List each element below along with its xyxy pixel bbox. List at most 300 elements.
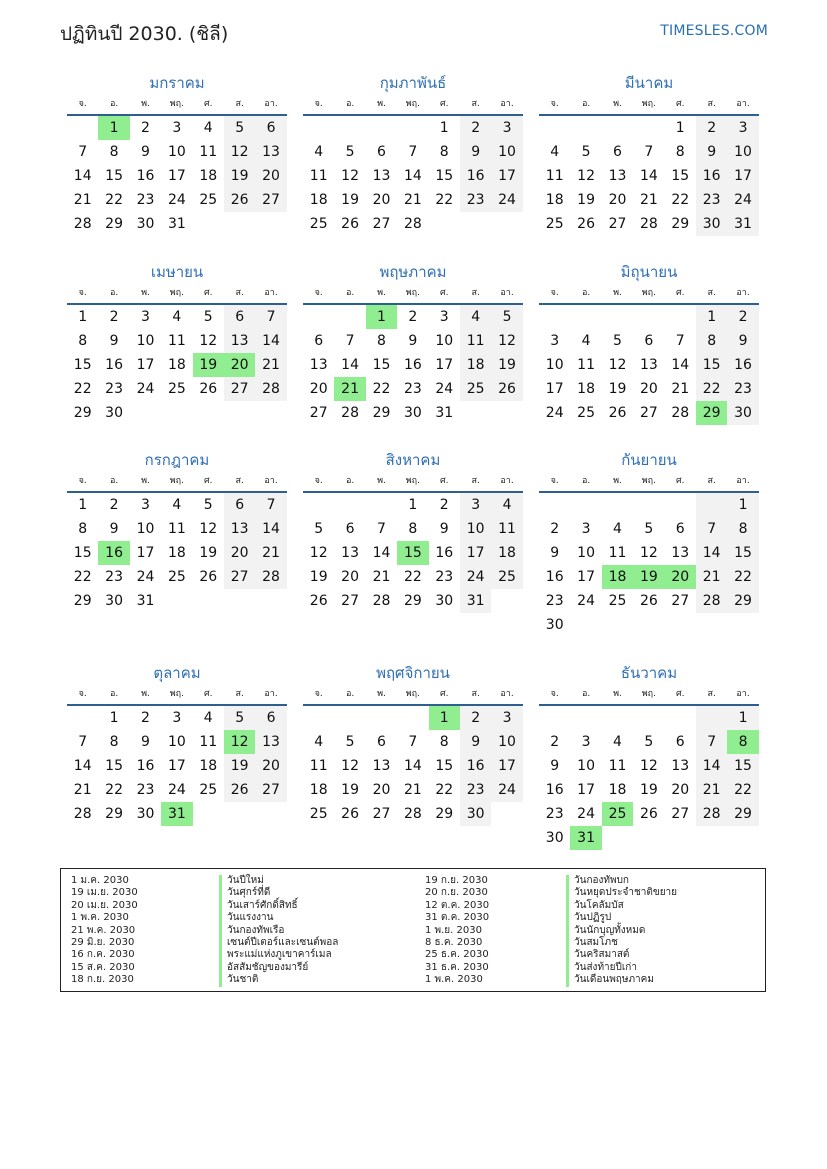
weekday-label: อา.	[500, 288, 514, 298]
holiday-day-cell: 25	[602, 802, 633, 826]
legend-holiday-name: วันนักบุญทั้งหมด	[566, 925, 677, 937]
day-cell: 21	[372, 569, 391, 585]
day-cell: 30	[727, 401, 758, 425]
day-cell: 11	[545, 168, 564, 184]
month-block	[67, 261, 287, 425]
weekday-label: ศ.	[203, 288, 213, 298]
day-cell: 27	[671, 806, 690, 822]
day-cell: 16	[403, 357, 422, 373]
day-cell: 12	[491, 329, 522, 353]
day-cell: 4	[613, 734, 622, 750]
day-cell: 18	[491, 541, 522, 565]
day-cell: 5	[203, 497, 213, 513]
day-cell: 10	[460, 517, 491, 541]
day-cell: 29	[727, 589, 758, 613]
day-cell: 5	[613, 333, 622, 349]
day-cell: 25	[577, 405, 595, 421]
empty-cell	[539, 116, 570, 140]
day-cell: 8	[727, 517, 758, 541]
day-cell: 26	[309, 593, 328, 609]
month-block	[539, 261, 759, 425]
empty-cell	[696, 706, 727, 730]
weekday-label: ส.	[707, 689, 716, 699]
day-cell: 11	[460, 329, 491, 353]
day-cell: 13	[255, 140, 286, 164]
weekday-label: พฤ.	[405, 689, 420, 699]
day-cell: 16	[727, 353, 758, 377]
empty-cell	[303, 305, 334, 329]
day-cell: 17	[491, 164, 522, 188]
day-cell: 7	[255, 493, 286, 517]
day-cell: 7	[345, 333, 355, 349]
holiday-day-cell: 20	[665, 565, 696, 589]
day-cell: 7	[696, 730, 727, 754]
day-cell: 30	[545, 830, 564, 846]
day-cell: 13	[255, 730, 286, 754]
weekday-label: ส.	[235, 689, 244, 699]
day-cell: 30	[136, 806, 155, 822]
day-cell: 12	[639, 545, 658, 561]
day-cell: 20	[255, 754, 286, 778]
day-cell: 26	[199, 381, 218, 397]
day-cell: 10	[136, 521, 155, 537]
day-cell: 22	[696, 377, 727, 401]
day-cell: 7	[675, 333, 685, 349]
day-cell: 23	[727, 377, 758, 401]
legend-holiday-name: อัสสัมชัญของมารีย์	[219, 962, 338, 974]
days-grid	[303, 493, 523, 613]
day-cell: 12	[639, 758, 658, 774]
day-cell: 28	[696, 802, 727, 826]
day-cell: 26	[491, 377, 522, 401]
day-cell: 11	[309, 168, 328, 184]
weekday-header	[539, 94, 759, 116]
legend-holiday-date: 18 ก.ย. 2030	[71, 974, 134, 986]
day-cell: 25	[545, 216, 564, 232]
day-cell: 8	[439, 734, 449, 750]
day-cell: 4	[613, 521, 622, 537]
day-cell: 15	[727, 541, 758, 565]
day-cell: 14	[671, 357, 690, 373]
day-cell: 23	[136, 782, 155, 798]
day-cell: 21	[255, 353, 286, 377]
weekday-label: อา.	[736, 99, 750, 109]
weekday-label: อา.	[500, 476, 514, 486]
day-cell: 26	[639, 593, 658, 609]
weekday-label: จ.	[314, 288, 323, 298]
day-cell: 12	[608, 357, 627, 373]
day-cell: 23	[545, 806, 564, 822]
page-title: ปฏิทินปี 2030. (ชิลี)	[60, 23, 229, 45]
day-cell: 28	[639, 216, 658, 232]
day-cell: 28	[403, 216, 422, 232]
weekday-label: อา.	[264, 689, 278, 699]
weekday-header	[539, 471, 759, 493]
day-cell: 26	[224, 778, 255, 802]
weekday-label: พ.	[141, 476, 150, 486]
weekday-header	[539, 684, 759, 706]
day-cell: 3	[581, 521, 591, 537]
day-cell: 3	[172, 710, 182, 726]
day-cell: 5	[224, 706, 255, 730]
weekday-label: ส.	[707, 288, 716, 298]
weekday-label: อา.	[264, 99, 278, 109]
legend-holiday-name: วันหยุดประจำชาติขยาย	[566, 887, 677, 899]
days-grid	[539, 493, 759, 637]
empty-cell	[539, 305, 570, 329]
day-cell: 3	[172, 120, 182, 136]
holiday-day-cell: 19	[193, 353, 224, 377]
day-cell: 10	[167, 734, 186, 750]
day-cell: 21	[255, 541, 286, 565]
day-cell: 24	[167, 192, 186, 208]
day-cell: 20	[671, 782, 690, 798]
day-cell: 18	[608, 782, 627, 798]
day-cell: 4	[172, 309, 182, 325]
day-cell: 20	[224, 541, 255, 565]
day-cell: 29	[73, 405, 92, 421]
day-cell: 3	[491, 706, 522, 730]
empty-cell	[665, 706, 696, 730]
weekday-label: อ.	[345, 476, 355, 486]
empty-cell	[633, 493, 664, 517]
weekday-label: ส.	[471, 99, 480, 109]
days-grid	[67, 305, 287, 425]
legend-holiday-date: 31 ต.ค. 2030	[425, 912, 490, 924]
days-grid	[539, 305, 759, 425]
day-cell: 16	[696, 164, 727, 188]
day-cell: 19	[608, 381, 627, 397]
legend-holiday-date: 1 พ.ค. 2030	[71, 912, 129, 924]
day-cell: 5	[491, 305, 522, 329]
day-cell: 15	[435, 168, 454, 184]
day-cell: 23	[435, 569, 454, 585]
weekday-label: ส.	[471, 288, 480, 298]
weekday-label: อา.	[264, 476, 278, 486]
day-cell: 1	[727, 493, 758, 517]
weekday-label: อา.	[736, 689, 750, 699]
day-cell: 24	[460, 565, 491, 589]
day-cell: 28	[372, 593, 391, 609]
day-cell: 13	[224, 329, 255, 353]
days-grid	[67, 116, 287, 236]
day-cell: 28	[255, 377, 286, 401]
day-cell: 26	[608, 405, 627, 421]
weekday-label: พฤ.	[169, 476, 184, 486]
month-name: ธันวาคม	[620, 664, 678, 682]
day-cell: 12	[199, 333, 218, 349]
weekday-label: ศ.	[203, 476, 213, 486]
day-cell: 25	[309, 216, 328, 232]
day-cell: 18	[199, 168, 218, 184]
legend-holiday-name: วันปฏิรูป	[566, 912, 677, 924]
day-cell: 12	[341, 168, 359, 184]
weekday-label: อา.	[736, 476, 750, 486]
weekday-label: อ.	[109, 689, 119, 699]
day-cell: 28	[73, 216, 92, 232]
day-cell: 31	[460, 589, 491, 613]
day-cell: 31	[167, 216, 186, 232]
day-cell: 21	[639, 192, 658, 208]
day-cell: 21	[671, 381, 690, 397]
day-cell: 8	[109, 144, 119, 160]
weekday-label: พฤ.	[405, 288, 420, 298]
day-cell: 25	[491, 565, 522, 589]
day-cell: 16	[435, 545, 454, 561]
day-cell: 16	[105, 357, 123, 373]
empty-cell	[366, 493, 397, 517]
day-cell: 1	[408, 497, 418, 513]
day-cell: 22	[727, 565, 758, 589]
weekday-label: พ.	[377, 99, 386, 109]
weekday-label: พ.	[141, 99, 150, 109]
day-cell: 24	[577, 806, 595, 822]
weekday-label: พ.	[613, 288, 622, 298]
day-cell: 9	[109, 521, 119, 537]
holiday-day-cell: 29	[696, 401, 727, 425]
legend-holiday-name: วันสมโภช	[566, 937, 677, 949]
day-cell: 21	[403, 782, 422, 798]
day-cell: 20	[372, 782, 391, 798]
legend-holiday-name: พระแม่แห่งภูเขาคาร์เมล	[219, 949, 338, 961]
day-cell: 17	[460, 541, 491, 565]
legend-holiday-date: 1 ม.ค. 2030	[71, 875, 129, 886]
weekday-header	[67, 684, 287, 706]
day-cell: 30	[460, 802, 491, 826]
day-cell: 1	[696, 305, 727, 329]
day-cell: 11	[491, 517, 522, 541]
day-cell: 17	[727, 164, 758, 188]
day-cell: 24	[136, 381, 155, 397]
day-cell: 18	[167, 357, 186, 373]
day-cell: 21	[73, 192, 92, 208]
legend-holiday-date: 1 พ.ย. 2030	[425, 924, 482, 936]
day-cell: 29	[372, 405, 391, 421]
month-name: กุมภาพันธ์	[379, 74, 447, 92]
legend-holiday-name: วันกองทัพบก	[566, 875, 677, 887]
legend-holiday-name: เซนต์ปีเตอร์และเซนต์พอล	[219, 937, 338, 949]
weekday-label: ส.	[707, 476, 716, 486]
weekday-label: พฤ.	[169, 288, 184, 298]
day-cell: 2	[141, 710, 150, 726]
day-cell: 10	[167, 144, 186, 160]
empty-cell	[539, 706, 570, 730]
day-cell: 15	[727, 754, 758, 778]
day-cell: 3	[550, 333, 560, 349]
day-cell: 8	[696, 329, 727, 353]
weekday-label: ศ.	[203, 99, 213, 109]
legend-holiday-date: 8 ธ.ค. 2030	[425, 936, 483, 948]
day-cell: 17	[136, 357, 155, 373]
day-cell: 25	[460, 377, 491, 401]
empty-cell	[539, 493, 570, 517]
day-cell: 27	[255, 188, 286, 212]
empty-cell	[303, 706, 334, 730]
month-block	[303, 261, 523, 425]
holiday-day-cell: 1	[429, 706, 460, 730]
day-cell: 1	[675, 120, 685, 136]
empty-cell	[665, 493, 696, 517]
day-cell: 28	[403, 806, 422, 822]
month-name: สิงหาคม	[385, 451, 441, 469]
day-cell: 7	[644, 144, 654, 160]
day-cell: 6	[224, 493, 255, 517]
day-cell: 28	[255, 565, 286, 589]
holiday-day-cell: 1	[366, 305, 397, 329]
month-name: พฤษภาคม	[379, 263, 447, 281]
day-cell: 29	[671, 216, 690, 232]
day-cell: 2	[439, 497, 449, 513]
weekday-label: อ.	[581, 476, 591, 486]
legend-holiday-date: 19 ก.ย. 2030	[425, 875, 488, 886]
day-cell: 10	[545, 357, 564, 373]
weekday-label: พฤ.	[641, 99, 656, 109]
days-grid	[539, 706, 759, 850]
day-cell: 20	[255, 164, 286, 188]
legend-holiday-date: 20 เม.ย. 2030	[71, 899, 138, 911]
day-cell: 11	[577, 357, 595, 373]
day-cell: 27	[639, 405, 658, 421]
day-cell: 30	[105, 405, 123, 421]
month-block	[303, 72, 523, 236]
day-cell: 9	[408, 333, 418, 349]
day-cell: 6	[675, 521, 685, 537]
site-link[interactable]: TIMESLES.COM	[660, 23, 768, 39]
day-cell: 10	[577, 545, 595, 561]
day-cell: 13	[372, 168, 391, 184]
day-cell: 12	[341, 758, 359, 774]
weekday-label: จ.	[78, 99, 87, 109]
day-cell: 9	[460, 730, 491, 754]
day-cell: 17	[577, 569, 595, 585]
day-cell: 2	[727, 305, 758, 329]
empty-cell	[602, 493, 633, 517]
weekday-label: อ.	[581, 689, 591, 699]
day-cell: 25	[199, 782, 218, 798]
empty-cell	[303, 116, 334, 140]
day-cell: 22	[105, 782, 123, 798]
day-cell: 3	[491, 116, 522, 140]
weekday-label: จ.	[314, 99, 323, 109]
day-cell: 6	[613, 144, 622, 160]
weekday-label: พ.	[613, 476, 622, 486]
weekday-label: พฤ.	[169, 99, 184, 109]
weekday-header	[67, 283, 287, 305]
weekday-label: ศ.	[439, 689, 449, 699]
day-cell: 21	[403, 192, 422, 208]
weekday-label: อ.	[345, 689, 355, 699]
month-block	[539, 662, 759, 850]
day-cell: 14	[73, 168, 92, 184]
day-cell: 26	[639, 806, 658, 822]
weekday-label: อ.	[581, 99, 591, 109]
legend-holiday-date: 29 มิ.ย. 2030	[71, 936, 135, 948]
day-cell: 10	[727, 140, 758, 164]
holiday-legend	[60, 868, 766, 992]
empty-cell	[366, 116, 397, 140]
weekday-header	[303, 684, 523, 706]
day-cell: 5	[345, 144, 355, 160]
day-cell: 15	[105, 168, 123, 184]
day-cell: 23	[136, 192, 155, 208]
weekday-label: อา.	[264, 288, 278, 298]
month-name: มีนาคม	[624, 74, 674, 92]
day-cell: 2	[460, 116, 491, 140]
weekday-label: ส.	[235, 476, 244, 486]
weekday-label: พ.	[377, 288, 386, 298]
legend-dates-right	[425, 875, 489, 987]
day-cell: 7	[78, 144, 88, 160]
day-cell: 10	[136, 333, 155, 349]
day-cell: 3	[141, 309, 150, 325]
weekday-label: อา.	[500, 689, 514, 699]
weekday-header	[539, 283, 759, 305]
day-cell: 30	[105, 593, 123, 609]
day-cell: 13	[372, 758, 391, 774]
day-cell: 19	[491, 353, 522, 377]
empty-cell	[303, 493, 334, 517]
month-block	[539, 449, 759, 637]
weekday-label: พ.	[613, 689, 622, 699]
day-cell: 17	[136, 545, 155, 561]
day-cell: 26	[341, 216, 359, 232]
day-cell: 14	[696, 754, 727, 778]
day-cell: 15	[696, 353, 727, 377]
weekday-label: ศ.	[675, 689, 685, 699]
day-cell: 8	[109, 734, 119, 750]
day-cell: 8	[408, 521, 418, 537]
month-block	[303, 449, 523, 613]
day-cell: 25	[199, 192, 218, 208]
day-cell: 23	[545, 593, 564, 609]
month-name: มกราคม	[149, 74, 205, 92]
holiday-day-cell: 31	[161, 802, 192, 826]
day-cell: 18	[309, 192, 328, 208]
day-cell: 9	[727, 329, 758, 353]
day-cell: 2	[550, 734, 560, 750]
day-cell: 4	[314, 144, 324, 160]
day-cell: 3	[727, 116, 758, 140]
day-cell: 9	[550, 545, 560, 561]
day-cell: 18	[309, 782, 328, 798]
holiday-day-cell: 15	[397, 541, 428, 565]
empty-cell	[334, 493, 365, 517]
holiday-day-cell: 16	[98, 541, 129, 565]
day-cell: 7	[696, 517, 727, 541]
legend-dates-left	[71, 875, 138, 987]
day-cell: 16	[136, 758, 155, 774]
day-cell: 13	[671, 545, 690, 561]
month-block	[67, 662, 287, 826]
day-cell: 3	[581, 734, 591, 750]
day-cell: 14	[73, 758, 92, 774]
weekday-label: อ.	[581, 288, 591, 298]
day-cell: 4	[581, 333, 591, 349]
legend-holiday-name: วันชาติ	[219, 974, 338, 986]
month-block	[539, 72, 759, 236]
weekday-label: พฤ.	[641, 288, 656, 298]
day-cell: 21	[73, 782, 92, 798]
days-grid	[67, 493, 287, 613]
day-cell: 27	[309, 405, 328, 421]
day-cell: 15	[372, 357, 391, 373]
day-cell: 12	[577, 168, 595, 184]
day-cell: 29	[727, 802, 758, 826]
day-cell: 18	[545, 192, 564, 208]
day-cell: 23	[460, 188, 491, 212]
day-cell: 14	[341, 357, 359, 373]
days-grid	[303, 116, 523, 236]
